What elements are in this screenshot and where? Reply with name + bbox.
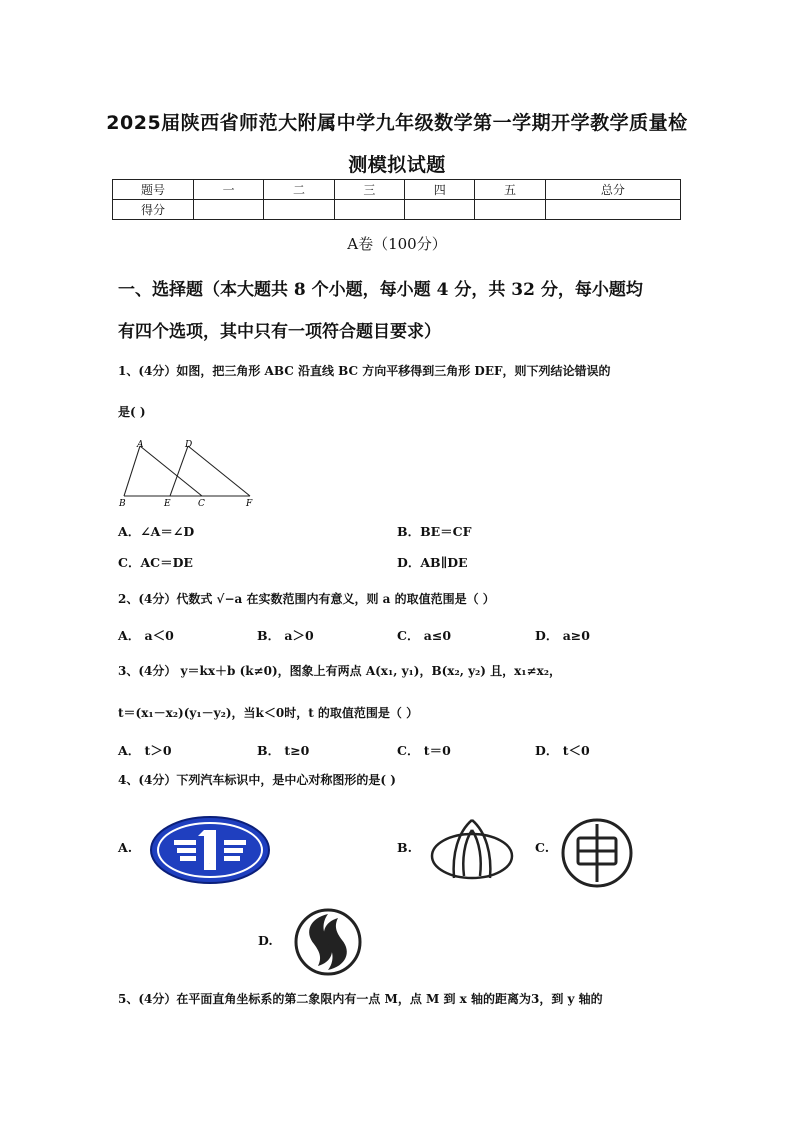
q2-stem: 2、(4分）代数式 √−a 在实数范围内有意义，则 a 的取值范围是（ ） <box>118 592 495 606</box>
score-entry[interactable] <box>194 200 264 220</box>
q4-option-d-label[interactable]: D. <box>258 933 273 948</box>
score-entry[interactable] <box>334 200 404 220</box>
q4-logo-c[interactable] <box>558 816 636 890</box>
score-table <box>112 179 681 220</box>
q2-option-c[interactable]: C． a≤0 <box>397 628 452 643</box>
q3-option-b[interactable]: B． t≥0 <box>257 743 310 758</box>
q1-stem-line2: 是( ) <box>118 405 146 419</box>
figure-label-C: C <box>198 499 205 508</box>
score-entry[interactable] <box>475 200 545 220</box>
figure-label-B: B <box>119 499 126 508</box>
score-entry[interactable] <box>264 200 334 220</box>
q1-option-c[interactable]: C．AC＝DE <box>118 555 193 570</box>
paper-title-line2: 测模拟试题 <box>348 154 446 176</box>
score-cell: 总分 <box>545 180 680 200</box>
score-cell: 四 <box>405 180 475 200</box>
q1-option-a[interactable]: A．∠A＝∠D <box>118 524 195 539</box>
q2-option-a[interactable]: A． a＜0 <box>118 628 174 643</box>
q4-logo-b[interactable] <box>428 812 516 884</box>
q3-option-c[interactable]: C． t＝0 <box>397 743 451 758</box>
score-cell: 二 <box>264 180 334 200</box>
q1-option-d[interactable]: D．AB∥DE <box>397 555 468 570</box>
score-cell: 题号 <box>113 180 194 200</box>
section1-heading-line2: 有四个选项，其中只有一项符合题目要求） <box>118 322 441 342</box>
figure-label-F: F <box>246 499 253 508</box>
paper-a-heading: A卷（100分） <box>347 235 447 253</box>
q3-option-a[interactable]: A． t＞0 <box>118 743 172 758</box>
score-table-header-row <box>113 180 681 200</box>
q1-option-b[interactable]: B．BE＝CF <box>397 524 472 539</box>
figure-label-E: E <box>164 499 171 508</box>
q4-option-b-label[interactable]: B. <box>397 840 412 855</box>
q3-stem-line1: 3、(4分） y＝kx＋b (k≠0)，图象上有两点 A(x₁, y₁)，B(x₂, y₂) 且，x₁≠x₂， <box>118 664 562 678</box>
logo-a-text: 1 <box>209 864 211 865</box>
q3-stem-line2: t＝(x₁－x₂)(y₁－y₂)，当k＜0时，t 的取值范围是（ ） <box>118 706 419 720</box>
q1-stem-line1: 1、(4分）如图，把三角形 ABC 沿直线 BC 方向平移得到三角形 DEF，则下列结论错误的 <box>118 364 611 378</box>
q1-triangle-figure <box>114 436 264 508</box>
score-table-score-row <box>113 200 681 220</box>
q4-logo-a[interactable] <box>148 814 272 886</box>
score-cell: 得分 <box>113 200 194 220</box>
q4-option-a-label[interactable]: A. <box>118 840 133 855</box>
figure-label-A: A <box>137 440 144 450</box>
figure-label-D: D <box>185 440 193 450</box>
score-cell: 三 <box>334 180 404 200</box>
score-cell: 五 <box>475 180 545 200</box>
q2-option-d[interactable]: D． a≥0 <box>535 628 590 643</box>
score-cell: 一 <box>194 180 264 200</box>
paper-title-line1: 2025届陕西省师范大附属中学九年级数学第一学期开学教学质量检 <box>106 112 688 134</box>
q4-logo-d[interactable] <box>292 906 364 978</box>
score-entry[interactable] <box>405 200 475 220</box>
q3-option-d[interactable]: D． t＜0 <box>535 743 590 758</box>
q2-option-b[interactable]: B． a＞0 <box>257 628 314 643</box>
score-entry[interactable] <box>545 200 680 220</box>
q5-stem: 5、(4分）在平面直角坐标系的第二象限内有一点 M，点 M 到 x 轴的距离为3，到 y 轴的 <box>118 992 603 1006</box>
section1-heading-line1: 一、选择题（本大题共 8 个小题，每小题 4 分，共 32 分，每小题均 <box>118 280 643 300</box>
q4-option-c-label[interactable]: C. <box>535 840 550 855</box>
q4-stem: 4、(4分）下列汽车标识中，是中心对称图形的是( ) <box>118 773 396 787</box>
